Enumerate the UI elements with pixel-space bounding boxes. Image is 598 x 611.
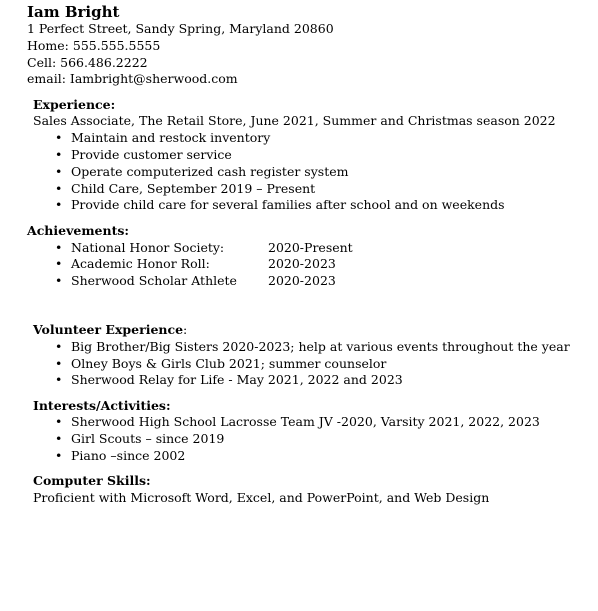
spacer <box>27 290 592 322</box>
volunteer-item: • Sherwood Relay for Life - May 2021, 2022 and 2023 <box>27 372 592 389</box>
volunteer-item: • Big Brother/Big Sisters 2020-2023; help at various events throughout the year <box>27 339 592 356</box>
experience-section <box>27 97 592 215</box>
interests-list <box>27 414 592 464</box>
cell-phone-line: Cell: 566.486.2222 <box>27 54 148 70</box>
volunteer-list <box>27 339 592 389</box>
interest-item: • Sherwood High School Lacrosse Team JV -2020, Varsity 2021, 2022, 2023 <box>27 414 592 431</box>
volunteer-heading <box>33 322 592 339</box>
achievement-item <box>27 256 592 273</box>
experience-item: • Child Care, September 2019 – Present <box>27 181 592 198</box>
experience-item: • Maintain and restock inventory <box>27 130 592 147</box>
achievement-label: Academic Honor Roll: <box>71 256 210 272</box>
spacer <box>27 465 592 474</box>
volunteer-heading-colon: : <box>183 321 188 337</box>
achievement-years: 2020-2023 <box>268 256 336 272</box>
achievement-label: National Honor Society: <box>71 239 225 255</box>
achievement-years: 2020-2023 <box>268 273 336 289</box>
address-line: 1 Perfect Street, Sandy Spring, Maryland 20860 <box>27 21 334 36</box>
interests-heading: Interests/Activities: <box>33 397 171 413</box>
experience-list <box>27 130 592 214</box>
email-line: email: Iambright@sherwood.com <box>27 71 238 87</box>
interest-item: • Piano –since 2002 <box>27 448 592 465</box>
achievements-list <box>27 240 592 290</box>
experience-heading: Experience: <box>33 96 116 112</box>
volunteer-heading-text: Volunteer Experience <box>33 321 184 337</box>
experience-item: • Operate computerized cash register system <box>27 164 592 181</box>
spacer <box>27 214 592 223</box>
home-phone-line: Home: 555.555.5555 <box>27 37 161 53</box>
interest-item: • Girl Scouts – since 2019 <box>27 431 592 448</box>
computer-skills-text: Proficient with Microsoft Word, Excel, and PowerPoint, and Web Design <box>33 490 490 506</box>
experience-item: • Provide customer service <box>27 147 592 164</box>
achievement-item <box>27 273 592 290</box>
interests-section <box>27 398 592 465</box>
computer-skills-heading: Computer Skills: <box>33 473 151 489</box>
achievement-label: Sherwood Scholar Athlete <box>71 273 237 289</box>
achievements-heading: Achievements: <box>27 222 130 238</box>
volunteer-item: • Olney Boys & Girls Club 2021; summer counselor <box>27 356 592 373</box>
volunteer-section <box>27 322 592 389</box>
achievement-item <box>27 240 592 257</box>
spacer <box>27 389 592 398</box>
experience-item: • Provide child care for several families after school and on weekends <box>27 197 592 214</box>
achievements-section <box>27 223 592 290</box>
achievement-years: 2020-Present <box>268 239 353 255</box>
computer-skills-section <box>27 473 592 507</box>
resume-document <box>27 3 592 507</box>
experience-summary: Sales Associate, The Retail Store, June 2021, Summer and Christmas season 2022 <box>33 113 556 129</box>
spacer <box>27 88 592 97</box>
resume-name: Iam Bright <box>27 3 120 21</box>
